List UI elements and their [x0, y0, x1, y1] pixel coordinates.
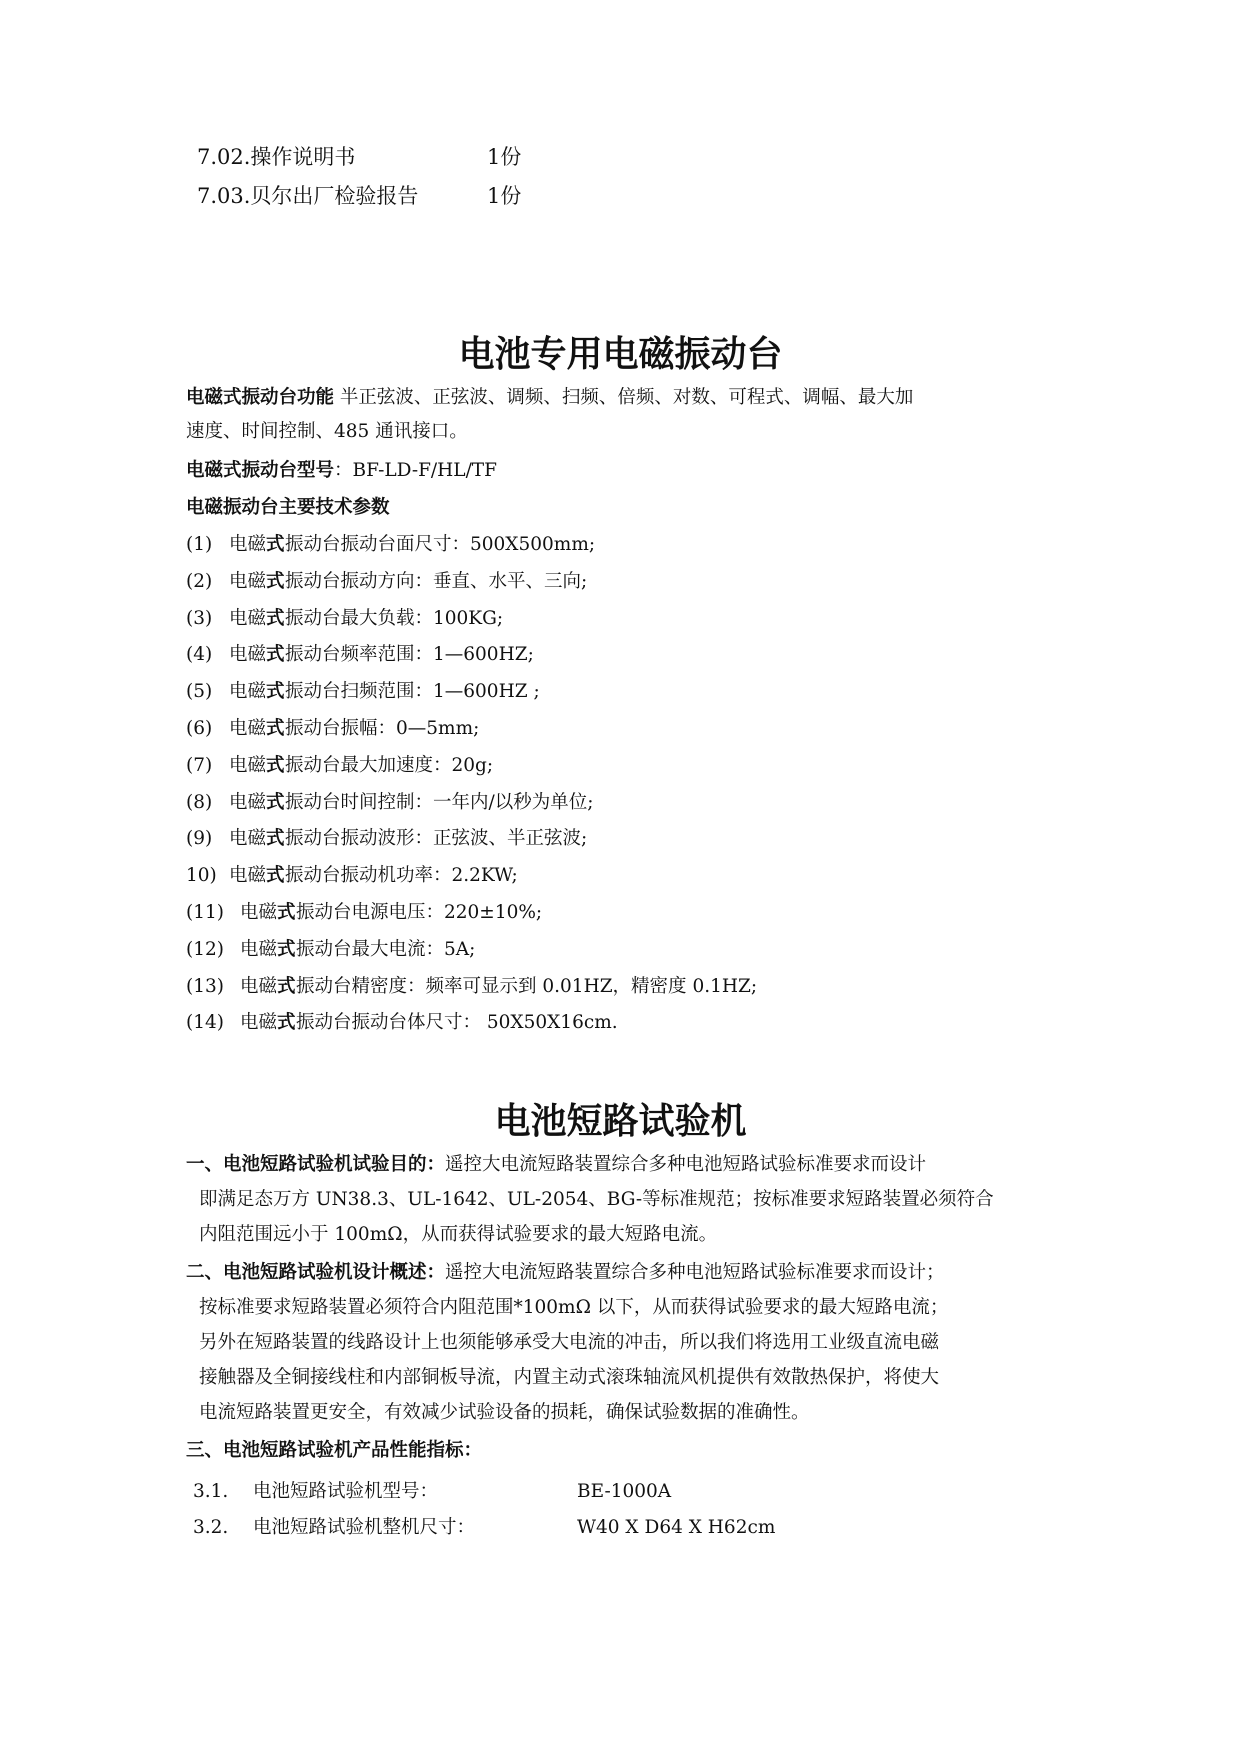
param-text: 振动台时间控制：一年内/以秒为单位; [285, 792, 594, 813]
section-3-label: 三、电池短路试验机产品性能指标： [186, 1440, 483, 1461]
param-text: 振动台最大加速度：20g; [285, 755, 494, 776]
param-prefix: 电磁 [229, 828, 267, 849]
param-text: 振动台电源电压：220±10%; [296, 902, 543, 923]
param-bold: 式 [277, 1012, 296, 1033]
param-num: (1) [186, 534, 213, 555]
param-bold: 式 [277, 976, 296, 997]
accessory-item [197, 144, 522, 170]
param-prefix: 电磁 [229, 644, 267, 665]
spec-num: 3.1. [193, 1481, 229, 1502]
param-prefix: 电磁 [240, 902, 278, 923]
section-1-label: 一、电池短路试验机试验目的： [186, 1154, 446, 1175]
param-text: 振动台振动机功率：2.2KW; [285, 865, 518, 886]
param-text: 振动台振动波形：正弦波、半正弦波; [285, 828, 588, 849]
param-bold: 式 [266, 865, 285, 886]
accessory-item [197, 183, 522, 209]
section-1-line: 即满足态万方 UN38.3、UL-1642、UL-2054、BG-等标准规范；按标准要求短路装置必须符合 [199, 1189, 994, 1210]
param-prefix: 电磁 [229, 755, 267, 776]
short-circuit-title: 电池短路试验机 [494, 1101, 747, 1142]
param-prefix: 电磁 [229, 608, 267, 629]
section-2-line: 按标准要求短路装置必须符合内阻范围*100mΩ 以下，从而获得试验要求的最大短路电流； [199, 1297, 949, 1318]
section-2-label: 二、电池短路试验机设计概述： [186, 1262, 446, 1283]
param-bold: 式 [266, 534, 285, 555]
param-text: 振动台精密度：频率可显示到 0.01HZ，精密度 0.1HZ; [296, 976, 758, 997]
param-bold: 式 [266, 608, 285, 629]
spec-row [193, 1515, 776, 1541]
param-num: (4) [186, 644, 213, 665]
param-text: 振动台最大电流：5A; [296, 939, 476, 960]
function-text: 半正弦波、正弦波、调频、扫频、倍频、对数、可程式、调幅、最大加 [334, 387, 914, 408]
param-num: (7) [186, 755, 213, 776]
param-bold: 式 [266, 792, 285, 813]
param-bold: 式 [266, 718, 285, 739]
spec-label: 电池短路试验机型号： [253, 1481, 439, 1502]
vibration-function-cont: 速度、时间控制、485 通讯接口。 [186, 421, 468, 442]
param-num: (9) [186, 828, 213, 849]
param-num: (2) [186, 571, 213, 592]
vibration-model [186, 458, 497, 484]
param-num: (12) [186, 939, 224, 960]
spec-row [193, 1479, 672, 1505]
section-2-line: 另外在短路装置的线路设计上也须能够承受大电流的冲击，所以我们将选用工业级直流电磁 [199, 1332, 940, 1353]
param-prefix: 电磁 [229, 865, 267, 886]
section-2-text: 遥控大电流短路装置综合多种电池短路试验标准要求而设计； [445, 1262, 945, 1283]
param-num: (8) [186, 792, 213, 813]
param-prefix: 电磁 [229, 681, 267, 702]
param-num: (14) [186, 1012, 224, 1033]
accessory-qty: 1份 [487, 184, 522, 208]
param-text: 振动台扫频范围：1—600HZ ; [285, 681, 540, 702]
model-label: 电磁式振动台型号 [186, 460, 335, 481]
accessory-name: 7.02.操作说明书 [197, 145, 356, 169]
param-text: 振动台振动台面尺寸：500X500mm; [285, 534, 596, 555]
param-prefix: 电磁 [240, 1012, 278, 1033]
param-prefix: 电磁 [229, 534, 267, 555]
spec-num: 3.2. [193, 1517, 229, 1538]
section-1-text: 遥控大电流短路装置综合多种电池短路试验标准要求而设计 [445, 1154, 927, 1175]
section-2-line: 电流短路装置更安全，有效减少试验设备的损耗，确保试验数据的准确性。 [199, 1402, 810, 1423]
function-label: 电磁式振动台功能 [186, 387, 335, 408]
model-text: ：BF-LD-F/HL/TF [334, 460, 497, 481]
vibration-function [186, 385, 913, 411]
param-bold: 式 [277, 902, 296, 923]
param-num: 10) [186, 865, 217, 886]
param-prefix: 电磁 [240, 976, 278, 997]
param-prefix: 电磁 [229, 792, 267, 813]
accessory-name: 7.03.贝尔出厂检验报告 [197, 184, 419, 208]
param-text: 振动台振幅：0—5mm; [285, 718, 480, 739]
param-num: (3) [186, 608, 213, 629]
vibration-table-title: 电池专用电磁振动台 [458, 334, 783, 375]
section-2-line [186, 1260, 945, 1286]
param-prefix: 电磁 [240, 939, 278, 960]
param-prefix: 电磁 [229, 718, 267, 739]
param-bold: 式 [266, 755, 285, 776]
params-title: 电磁振动台主要技术参数 [186, 497, 390, 518]
param-bold: 式 [266, 644, 285, 665]
param-bold: 式 [266, 828, 285, 849]
param-num: (13) [186, 976, 224, 997]
param-bold: 式 [277, 939, 296, 960]
param-text: 振动台最大负载：100KG; [285, 608, 504, 629]
spec-value: W40 X D64 X H62cm [577, 1517, 776, 1538]
param-text: 振动台频率范围：1—600HZ; [285, 644, 534, 665]
param-prefix: 电磁 [229, 571, 267, 592]
accessory-qty: 1份 [487, 145, 522, 169]
section-2-line: 接触器及全铜接线柱和内部铜板导流，内置主动式滚珠轴流风机提供有效散热保护，将使大 [199, 1367, 940, 1388]
param-bold: 式 [266, 571, 285, 592]
param-num: (5) [186, 681, 213, 702]
spec-value: BE-1000A [577, 1481, 672, 1502]
param-num: (11) [186, 902, 224, 923]
param-num: (6) [186, 718, 213, 739]
section-1-line: 内阻范围远小于 100mΩ，从而获得试验要求的最大短路电流。 [199, 1224, 718, 1245]
spec-label: 电池短路试验机整机尺寸： [253, 1517, 476, 1538]
param-text: 振动台振动台体尺寸： 50X50X16cm. [296, 1012, 618, 1033]
param-bold: 式 [266, 681, 285, 702]
section-1-line [186, 1152, 926, 1178]
param-text: 振动台振动方向：垂直、水平、三向; [285, 571, 588, 592]
